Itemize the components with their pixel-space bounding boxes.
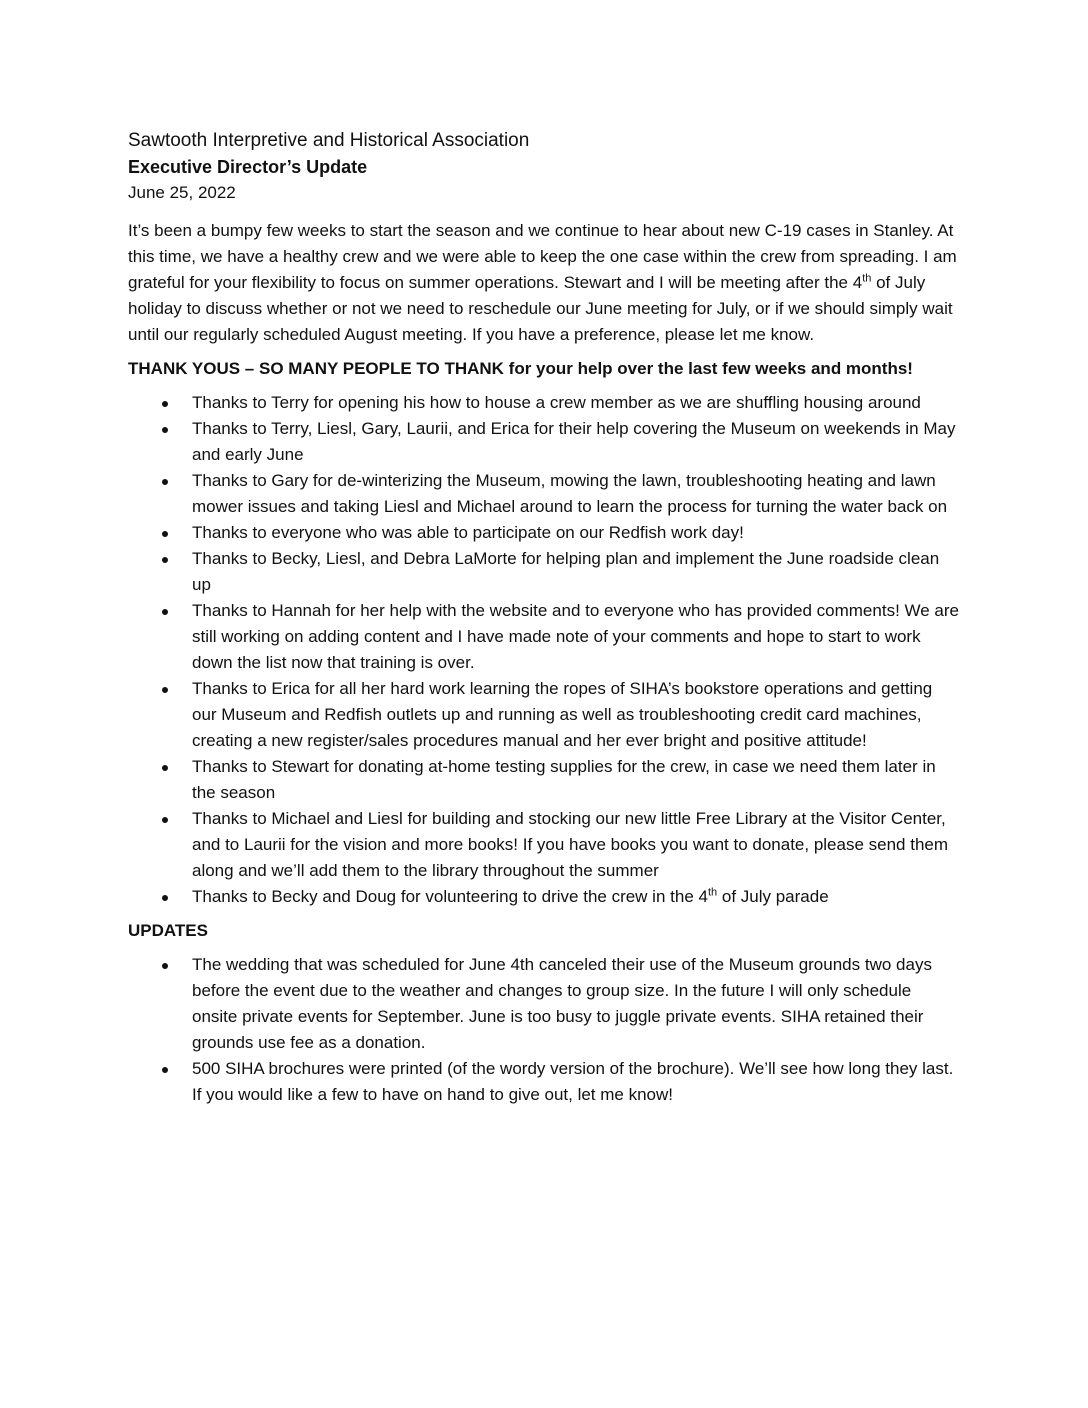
list-item (128, 884, 960, 910)
bullet-icon (162, 817, 168, 823)
list-item-text: Thanks to Terry for opening his how to house a crew member as we are shuffling housing around (192, 393, 921, 412)
list-item-text: 500 SIHA brochures were printed (of the wordy version of the brochure). We’ll see how long they last. If you would like a few to have on hand to give out, let me know! (192, 1059, 954, 1104)
list-item-text: Thanks to Michael and Liesl for building and stocking our new little Free Library at the Visitor Center, and to Laurii for the vision and more books! If you have books you want to donate, please send them along and we’ll add them to the library throughout the summer (192, 809, 949, 880)
bullet-icon (162, 557, 168, 563)
list-item (128, 468, 960, 520)
updates-list (128, 952, 960, 1108)
list-item (128, 598, 960, 676)
list-item-superscript: th (707, 886, 718, 899)
thanks-list (128, 390, 960, 910)
updates-heading: UPDATES (128, 921, 208, 940)
list-item-text-1: Thanks to Becky and Doug for volunteering to drive the crew in the 4 (192, 887, 708, 906)
list-item-text: Thanks to everyone who was able to participate on our Redfish work day! (192, 523, 744, 542)
intro-paragraph (128, 218, 960, 348)
bullet-icon (162, 963, 168, 969)
list-item (128, 754, 960, 806)
bullet-icon (162, 895, 168, 901)
list-item (128, 676, 960, 754)
document-date: June 25, 2022 (128, 183, 236, 202)
intro-superscript: th (862, 272, 872, 285)
bullet-icon (162, 765, 168, 771)
list-item (128, 1056, 960, 1108)
organization-name: Sawtooth Interpretive and Historical Association (128, 130, 530, 151)
document-title: Executive Director’s Update (128, 157, 368, 177)
list-item-text: Thanks to Gary for de-winterizing the Museum, mowing the lawn, troubleshooting heating and lawn mower issues and taking Liesl and Michael around to learn the process for turning the water back on (192, 471, 948, 516)
list-item-text: Thanks to Erica for all her hard work learning the ropes of SIHA’s bookstore operations and getting our Museum and Redfish outlets up and running as well as troubleshooting credit card machines, creating a new register/sales procedures manual and her ever bright and positive attitude! (192, 679, 933, 750)
thanks-heading: THANK YOUS – SO MANY PEOPLE TO THANK for your help over the last few weeks and months! (128, 359, 913, 378)
list-item-text: Thanks to Terry, Liesl, Gary, Laurii, and Erica for their help covering the Museum on weekends in May and early June (192, 419, 956, 464)
bullet-icon (162, 1067, 168, 1073)
list-item (128, 416, 960, 468)
list-item (128, 806, 960, 884)
bullet-icon (162, 479, 168, 485)
list-item (128, 952, 960, 1056)
document-page (128, 128, 960, 1108)
list-item-text: The wedding that was scheduled for June 4th canceled their use of the Museum grounds two days before the event due to the weather and changes to group size. In the future I will only schedule onsite private events for September. June is too busy to juggle private events. SIHA retained their grounds use fee as a donation. (192, 955, 932, 1052)
bullet-icon (162, 609, 168, 615)
intro-text-2: of July holiday to discuss whether or not we need to reschedule our June meeting for July, or if we should simply wait until our regularly scheduled August meeting. If you have a preference, please let me know. (128, 273, 953, 344)
list-item-text: Thanks to Hannah for her help with the website and to everyone who has provided comments! We are still working on adding content and I have made note of your comments and hope to start to work down the list now that training is over. (192, 601, 960, 672)
list-item-text: Thanks to Becky, Liesl, and Debra LaMorte for helping plan and implement the June roadside clean up (192, 549, 940, 594)
bullet-icon (162, 401, 168, 407)
intro-text-1: It’s been a bumpy few weeks to start the season and we continue to hear about new C-19 cases in Stanley. At this time, we have a healthy crew and we were able to keep the one case within the crew from spreading. I am grateful for your flexibility to focus on summer operations. Stewart and I will be meeting after the 4 (128, 221, 957, 292)
list-item-text-2: of July parade (717, 887, 829, 906)
bullet-icon (162, 427, 168, 433)
bullet-icon (162, 687, 168, 693)
list-item-text: Thanks to Stewart for donating at-home testing supplies for the crew, in case we need them later in the season (192, 757, 936, 802)
list-item (128, 546, 960, 598)
list-item (128, 390, 960, 416)
bullet-icon (162, 531, 168, 537)
list-item (128, 520, 960, 546)
